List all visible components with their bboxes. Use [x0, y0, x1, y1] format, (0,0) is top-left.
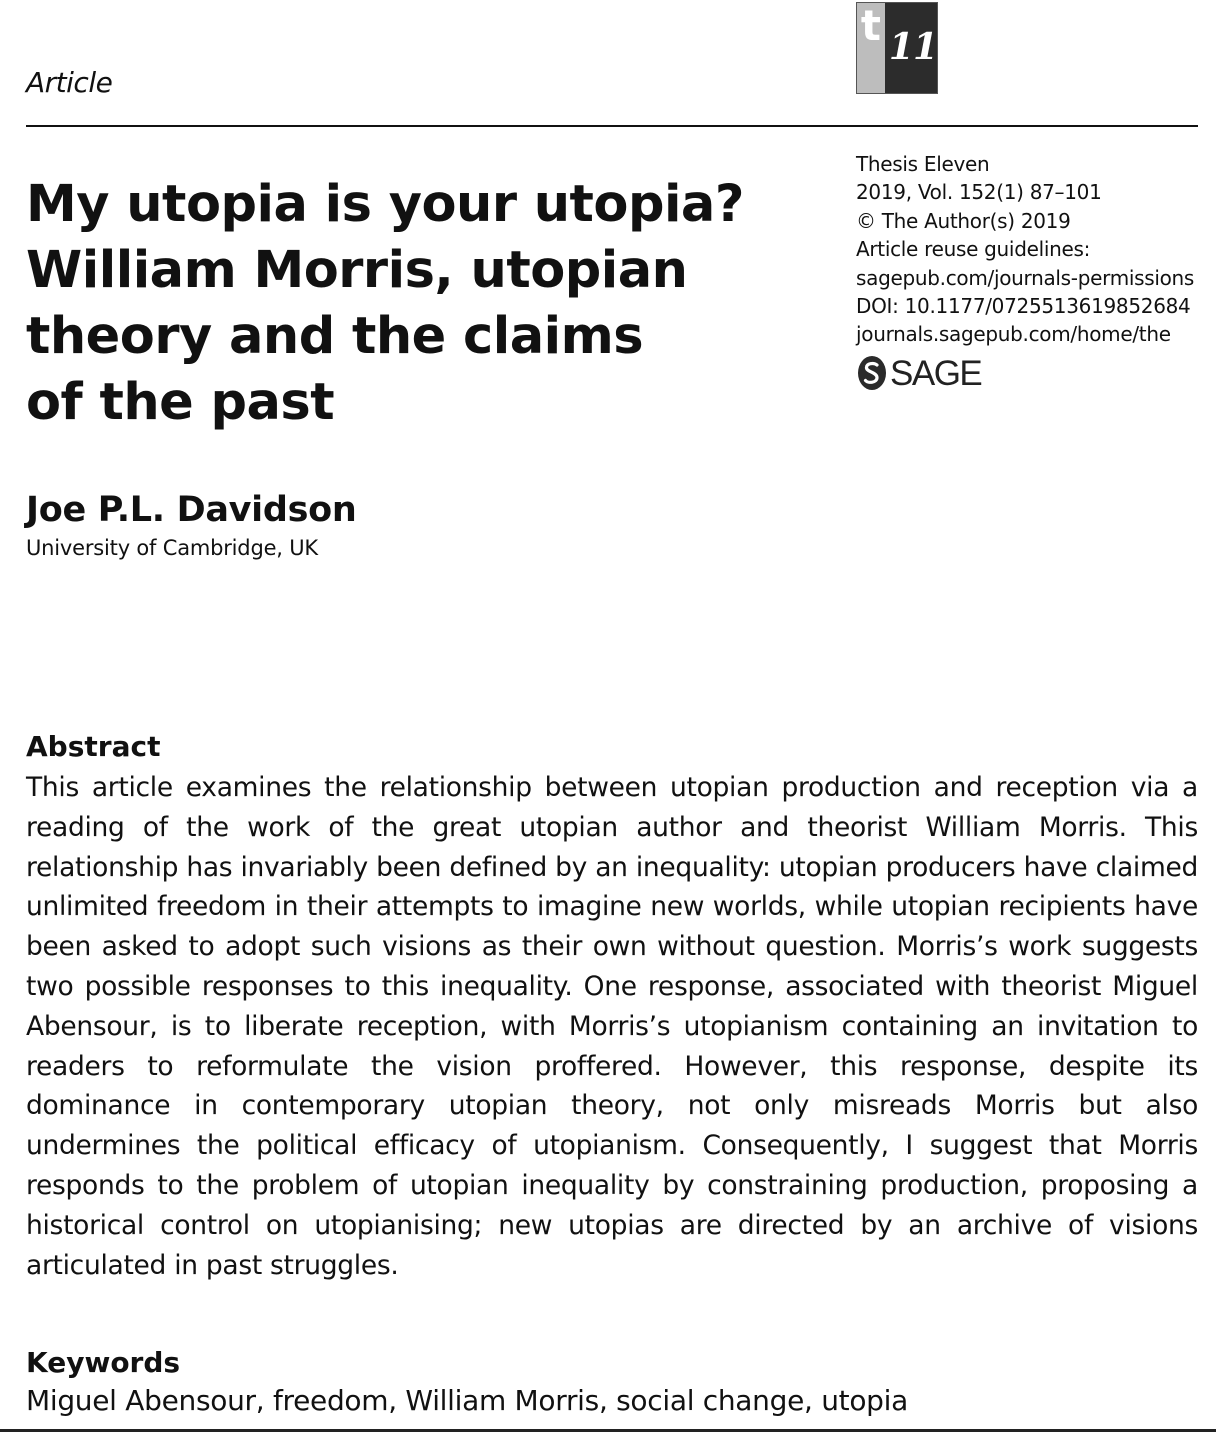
publisher-logo [856, 354, 981, 392]
publication-meta [856, 150, 1194, 349]
abstract-heading: Abstract [26, 730, 161, 763]
title-line: theory and the claims [26, 307, 644, 366]
logo-number: 11 [885, 3, 937, 93]
volume-info: 2019, Vol. 152(1) 87–101 [856, 180, 1102, 205]
title-line: William Morris, utopian [26, 241, 688, 300]
copyright-notice: © The Author(s) 2019 [856, 208, 1071, 233]
reuse-guidelines-label: Article reuse guidelines: [856, 237, 1091, 262]
author-affiliation: University of Cambridge, UK [26, 536, 318, 560]
article-type-label: Article [26, 66, 113, 99]
author-name: Joe P.L. Davidson [26, 490, 357, 530]
sage-s-icon [856, 354, 888, 392]
keywords-heading: Keywords [26, 1346, 181, 1379]
permissions-link[interactable]: sagepub.com/journals-permissions [856, 265, 1195, 290]
journal-home-link[interactable]: journals.sagepub.com/home/the [856, 322, 1171, 347]
publisher-name: SAGE [890, 353, 982, 393]
title-line: of the past [26, 373, 335, 432]
abstract-text: This article examines the relationship between utopian production and reception via a reading of the work of the great utopian author and theorist William Morris. This relationship has invariably been defined by an inequality: utopian producers have claimed unlimited freedom in their attempts to imagine new worlds, while utopian recipients have been asked to adopt such visions as their own without question. Morris’s work suggests two possible responses to this inequality. One response, associated with theorist Miguel Abensour, is to liberate reception, with Morris’s utopianism containing an invitation to readers to reformulate the vision proffered. However, this response, despite its dominance in contemporary utopian theory, not only misreads Morris but also undermines the political efficacy of utopianism. Consequently, I suggest that Morris responds to the problem of utopian inequality by constraining production, proposing a historical control on utopianising; new utopias are directed by an archive of visions articulated in past struggles. [26, 772, 1198, 1281]
doi-link[interactable]: DOI: 10.1177/0725513619852684 [856, 294, 1191, 319]
article-title [26, 172, 786, 436]
title-line: My utopia is your utopia? [26, 175, 744, 234]
logo-letter: t [857, 3, 885, 93]
header-rule [26, 125, 1198, 127]
journal-name: Thesis Eleven [856, 152, 990, 176]
journal-logo [856, 2, 938, 94]
keywords-text: Miguel Abensour, freedom, William Morris, social change, utopia [26, 1384, 908, 1417]
